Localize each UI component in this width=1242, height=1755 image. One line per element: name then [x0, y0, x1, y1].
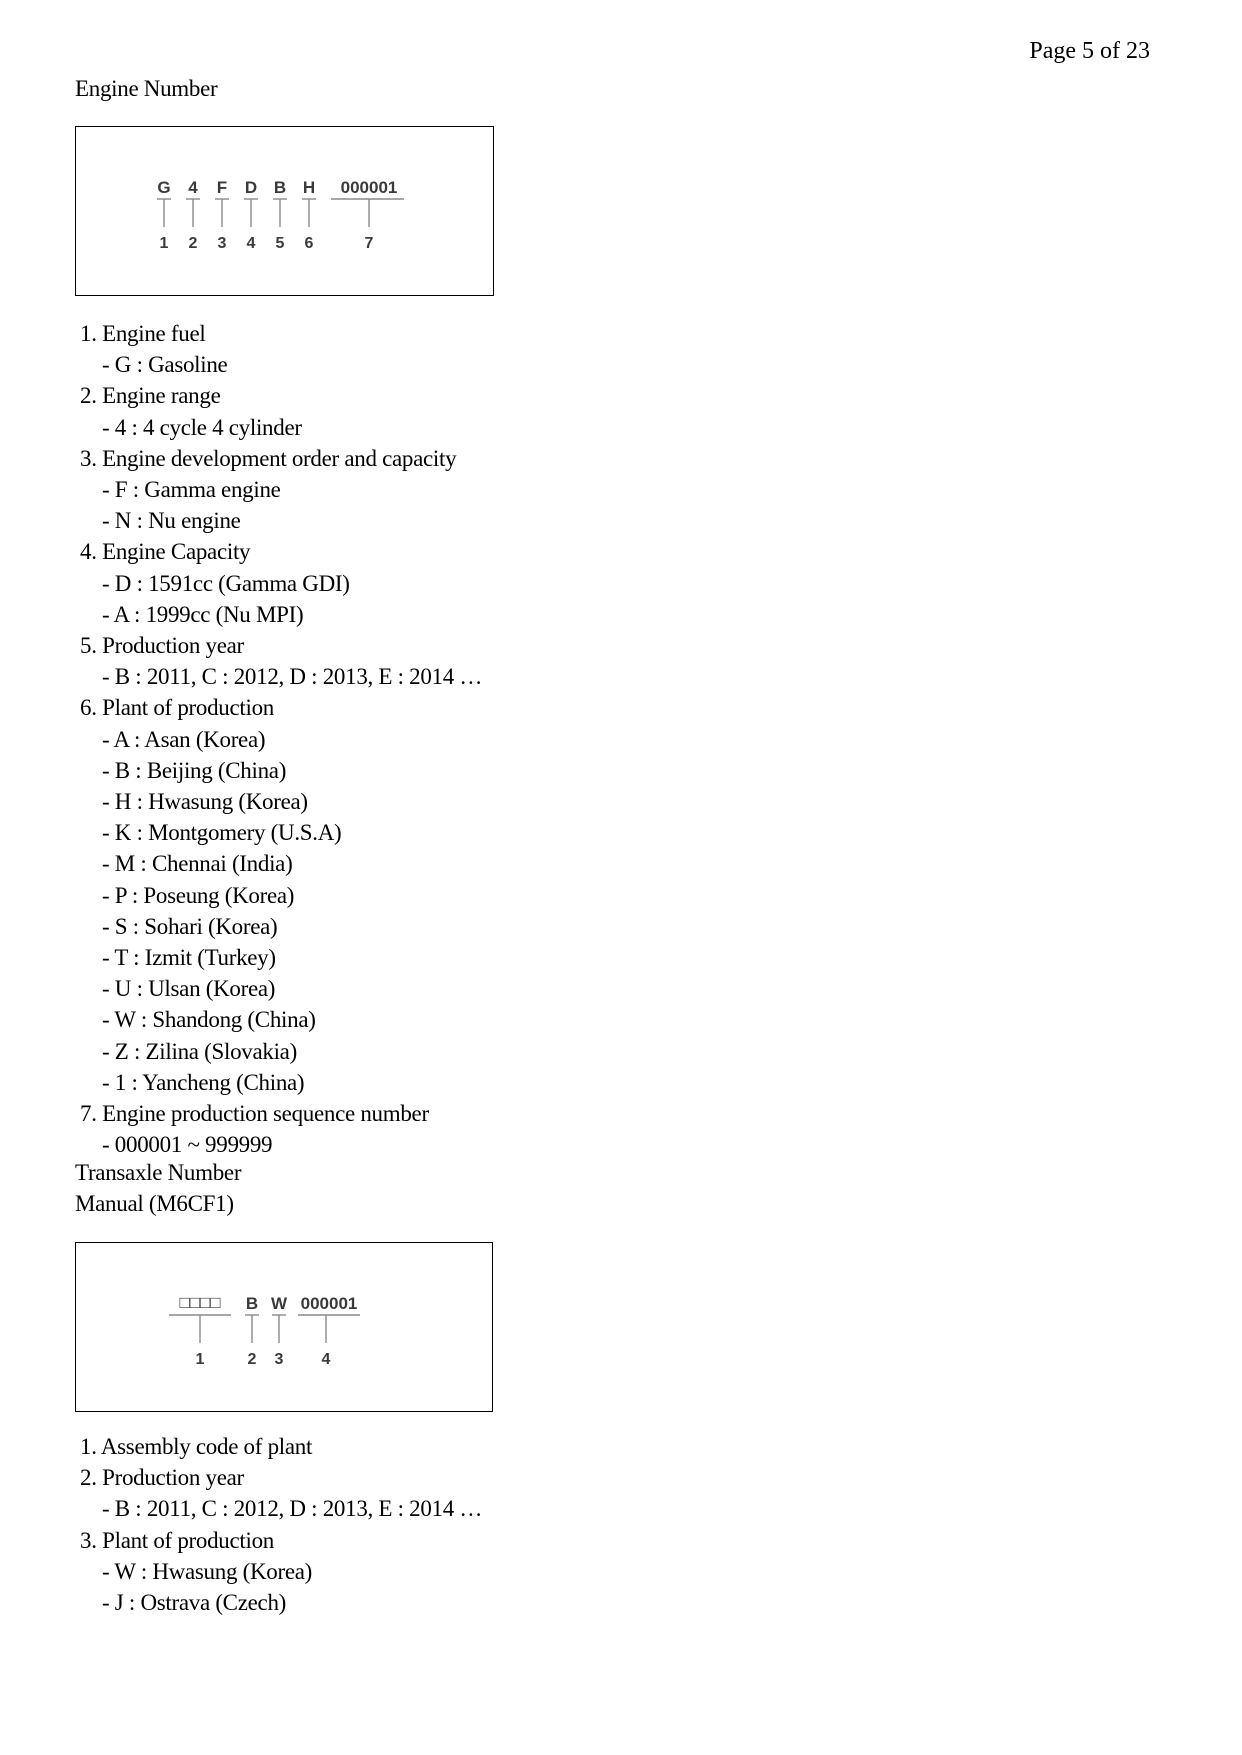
list-subitem: - A : Asan (Korea) [102, 726, 266, 752]
list-subitem: - P : Poseung (Korea) [102, 882, 295, 908]
list-item-number: 6. [80, 695, 97, 721]
list-subitem: - U : Ulsan (Korea) [102, 976, 276, 1002]
list-item-label: Plant of production [102, 695, 274, 721]
engine-index-2: 2 [188, 235, 198, 252]
list-item-label: Engine fuel [102, 321, 206, 346]
list-item [80, 1462, 482, 1493]
engine-index-7: 7 [364, 235, 374, 252]
transaxle-number-diagram [76, 1243, 492, 1411]
list-item [80, 630, 482, 661]
engine-number-diagram [76, 127, 493, 295]
list-item-number: 5. [80, 633, 97, 659]
list-subitem: - F : Gamma engine [102, 477, 281, 503]
list-subitem: - 000001 ~ 999999 [102, 1132, 273, 1158]
list-item-label: Assembly code of plant [100, 1434, 313, 1459]
list-item-number: 1. [80, 321, 97, 346]
list-item [80, 443, 482, 474]
engine-index-3: 3 [217, 235, 227, 252]
list-item [80, 380, 482, 411]
list-item-label: Engine development order and capacity [102, 445, 457, 471]
list-item [80, 1098, 482, 1129]
list-subitem: - M : Chennai (India) [102, 851, 293, 877]
transaxle-number-figure [75, 1242, 493, 1412]
list-subitem: - B : 2011, C : 2012, D : 2013, E : 2014 … [102, 1496, 483, 1522]
transaxle-index-2: 2 [247, 1351, 257, 1368]
list-item-label: Production year [102, 1465, 244, 1491]
engine-number-figure [75, 126, 494, 296]
list-item-number: 2. [80, 383, 97, 409]
list-item-number: 2. [80, 1465, 97, 1491]
list-item-label: Plant of production [102, 1527, 274, 1553]
list-item-number: 7. [80, 1101, 97, 1127]
list-subitem: - N : Nu engine [102, 508, 241, 534]
transaxle-number-heading: Transaxle Number [75, 1160, 242, 1185]
list-subitem: - W : Hwasung (Korea) [102, 1558, 313, 1584]
list-subitem: - H : Hwasung (Korea) [102, 789, 308, 815]
list-subitem: - 1 : Yancheng (China) [102, 1069, 305, 1095]
list-subitem: - W : Shandong (China) [102, 1007, 316, 1033]
engine-code-2: 4 [188, 178, 198, 197]
list-item-number: 3. [80, 445, 97, 471]
list-item [80, 1525, 482, 1556]
transaxle-code-3: W [270, 1294, 288, 1313]
engine-code-4: D [244, 178, 258, 197]
list-item-label: Engine Capacity [102, 539, 251, 565]
engine-index-6: 6 [304, 235, 314, 252]
list-subitem: - B : Beijing (China) [102, 757, 287, 783]
engine-code-1: G [157, 178, 171, 197]
transaxle-index-1: 1 [195, 1351, 205, 1368]
list-item-label: Production year [102, 633, 244, 659]
transaxle-index-3: 3 [274, 1351, 284, 1368]
engine-code-7: 000001 [340, 178, 398, 197]
transaxle-code-1: □□□□ [179, 1293, 221, 1312]
list-subitem: - 4 : 4 cycle 4 cylinder [102, 414, 302, 440]
list-item-number: 1. [80, 1434, 97, 1459]
list-item [80, 318, 482, 349]
list-item [80, 1431, 482, 1462]
list-subitem: - Z : Zilina (Slovakia) [102, 1038, 297, 1064]
list-item-label: Engine range [102, 383, 221, 409]
transaxle-code-4: 000001 [300, 1294, 358, 1313]
transaxle-manual-subheading: Manual (M6CF1) [75, 1191, 234, 1216]
list-subitem: - D : 1591cc (Gamma GDI) [102, 570, 350, 596]
list-item [80, 692, 482, 723]
engine-code-6: H [302, 178, 316, 197]
list-item-label: Engine production sequence number [102, 1101, 429, 1127]
engine-index-4: 4 [246, 235, 256, 252]
page-number: Page 5 of 23 [1029, 38, 1150, 64]
transaxle-number-list [80, 1431, 482, 1618]
transaxle-index-4: 4 [321, 1351, 331, 1368]
list-item [80, 536, 482, 567]
engine-number-list [80, 318, 482, 1160]
list-subitem: - K : Montgomery (U.S.A) [102, 820, 342, 846]
list-item-number: 3. [80, 1527, 97, 1553]
transaxle-code-2: B [245, 1294, 259, 1313]
engine-code-5: B [273, 178, 287, 197]
engine-code-3: F [216, 178, 228, 197]
list-item-number: 4. [80, 539, 97, 565]
list-subitem: - T : Izmit (Turkey) [102, 945, 276, 971]
engine-number-heading: Engine Number [75, 76, 218, 101]
engine-index-1: 1 [159, 235, 169, 252]
list-subitem: - J : Ostrava (Czech) [102, 1590, 287, 1616]
list-subitem: - B : 2011, C : 2012, D : 2013, E : 2014 … [102, 664, 483, 690]
engine-index-5: 5 [275, 235, 285, 252]
list-subitem: - S : Sohari (Korea) [102, 913, 278, 939]
list-subitem: - A : 1999cc (Nu MPI) [102, 601, 304, 627]
list-subitem: - G : Gasoline [102, 352, 228, 378]
